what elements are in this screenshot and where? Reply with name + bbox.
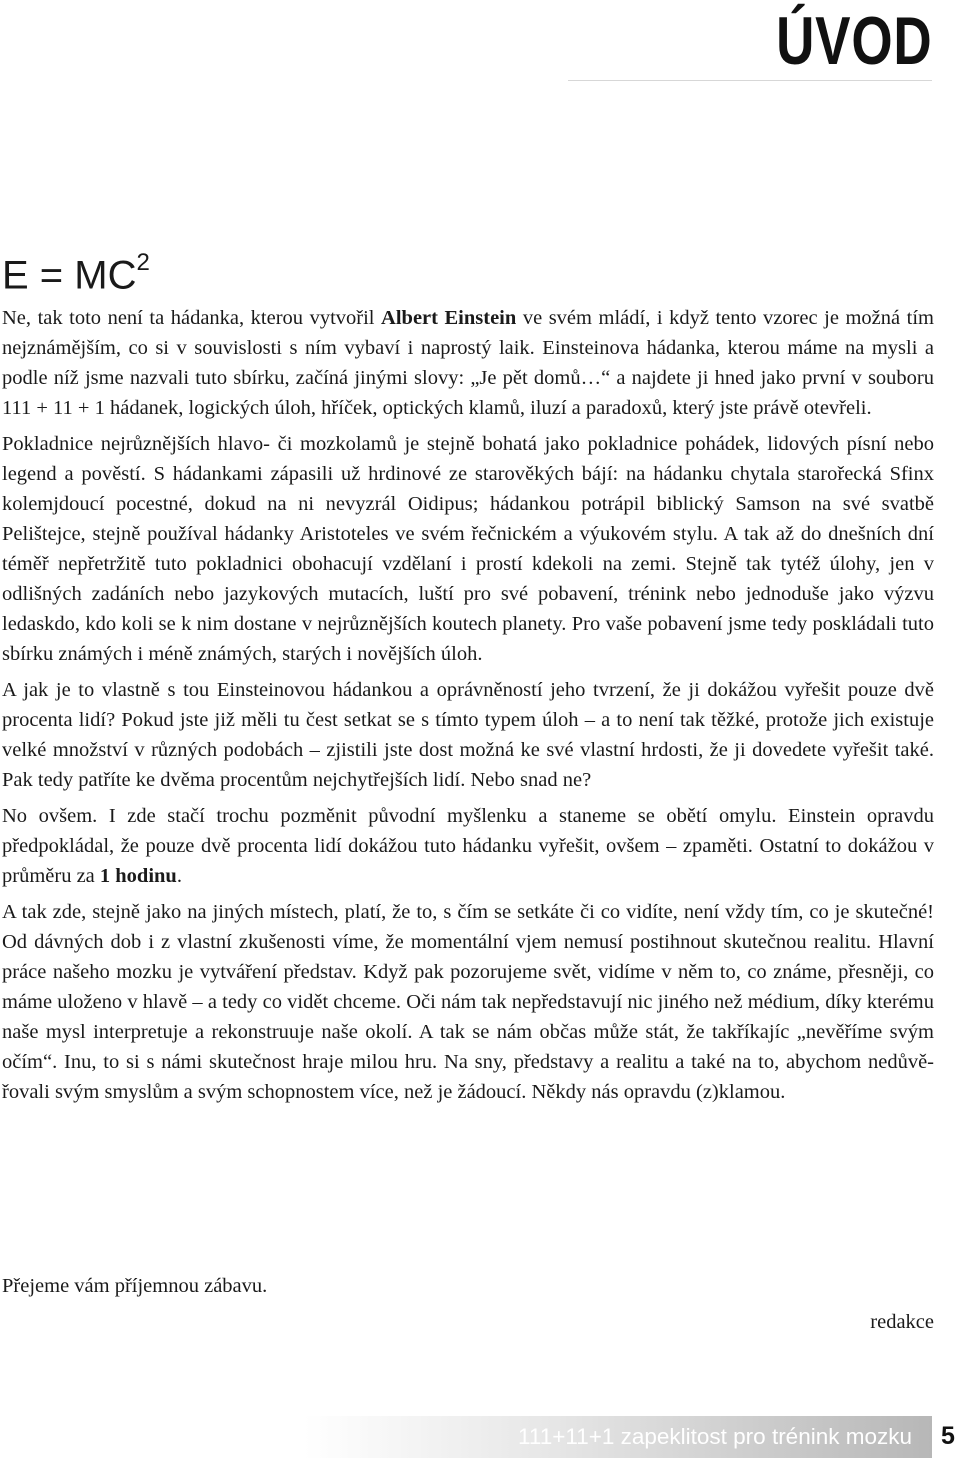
text-run: No ovšem. I zde stačí trochu pozměnit původní myšlenku a staneme se obětí omylu. Einstein opravdu předpokládal, že pouze dvě procenta lidí dokážou tuto hádanku vyřešit, ovšem – zpaměti. Ostatní to dokážou v průměru za <box>2 805 934 887</box>
text-run: ve svém mládí, i když tento vzorec je možná tím nejznámějším, co si v souvislosti s ním vybaví i naprostý laik. Einsteinova hádanka, kterou máme na mysli a podle níž jsme nazvali tuto sbírku, začíná jinými slovy: „Je pět domů…“ a najdete ji hned jako první v souboru 111 + 11 + 1 hádanek, logických úloh, hříček, optických klamů, iluzí a paradoxů, který jste právě otevřeli. <box>2 307 934 419</box>
formula-superscript: 2 <box>136 249 150 276</box>
page-number: 5 <box>941 1422 955 1450</box>
body-paragraph <box>2 801 934 891</box>
formula-heading <box>2 242 150 300</box>
page-heading: ÚVOD <box>775 3 932 79</box>
formula-text: E = MC <box>2 253 137 298</box>
bold-text: 1 hodinu <box>99 865 177 887</box>
footer-book-title: 111+11+1 zapeklitost pro trénink mozku <box>518 1424 912 1449</box>
body-paragraph <box>2 429 934 669</box>
bold-text: Albert Einstein <box>381 307 517 329</box>
body-text <box>2 303 934 1113</box>
text-run: A jak je to vlastně s tou Einsteinovou hádankou a oprávněností jeho tvrzení, že ji dokážou vyřešit pouze dvě procenta lidí? Pokud jste již měli tu čest setkat se s tímto typem úloh – a to není tak těžké, protože jich existuje velké množství v různých podobách – zjistili jste dost možná ke své vlastní hrdosti, že ji dovedete vyřešit také. Pak tedy patříte ke dvěma procentům nejchytřejších lidí. Nebo snad ne? <box>2 679 934 791</box>
text-run: . <box>176 865 182 887</box>
body-paragraph <box>2 303 934 423</box>
closing-line: Přejeme vám příjemnou zábavu. <box>2 1275 268 1297</box>
body-paragraph <box>2 675 934 795</box>
signature: redakce <box>870 1311 934 1333</box>
body-paragraph <box>2 897 934 1107</box>
text-run: Ne, tak toto není ta hádanka, kterou vytvořil <box>2 307 382 329</box>
text-run: A tak zde, stejně jako na jiných místech, platí, že to, s čím se setkáte či co vidíte, není vždy tím, co je skutečné! Od dávných dob i z vlastní zkušenosti víme, že momentální vjem nemusí postihnout skutečnou realitu. Hlavní práce našeho mozku je vytváření představ. Když pak pozorujeme svět, vidíme v něm to, co známe, přesněji, co máme uloženo v hlavě – a tedy co vidět chceme. Oči nám tak nepředstavují nic jiného než médium, díky kterému naše mysl interpretuje a rekonstruuje naše okolí. A tak se nám občas může stát, že takříkajíc „nevěříme svým očím“. Inu, to si s námi skutečnost hraje milou hru. Na sny, představy a realitu a také na to, abychom nedůvěřovali svým smyslům a svým schopnostem více, než je žádoucí. Někdy nás opravdu (z)klamou. <box>2 901 934 1103</box>
text-run: Pokladnice nejrůznějších hlavo- či mozkolamů je stejně bohatá jako pokladnice pohádek, lidových písní nebo legend a pověstí. S hádankami zápasili už hrdinové ze starověkých bájí: na hádanku chytala starořecká Sfinx kolemjdoucí pocestné, dokud na ni nevyzrál Oidipus; hádankou potrápil biblický Samson na své svatbě Pelištejce, stejně používal hádanky Aristoteles ve svém řečnickém a výukovém stylu. A tak až do dnešních dní téměř nepřetržitě tuto pokladnici obohacují vzdělaní i prostí kdekoli na zemi. Stejně tak tytéž úlohy, jen v odlišných zadáních nebo jazykových mutacích, luští pro své pobavení, trénink nebo jednoduše jako výzvu ledaskdo, kdo koli se k nim dostane v nejrůznějších koutech planety. Pro vaše pobavení jsme tedy poskládali tuto sbírku známých i méně známých, starých i novějších úloh. <box>2 433 934 665</box>
heading-divider <box>568 80 932 81</box>
